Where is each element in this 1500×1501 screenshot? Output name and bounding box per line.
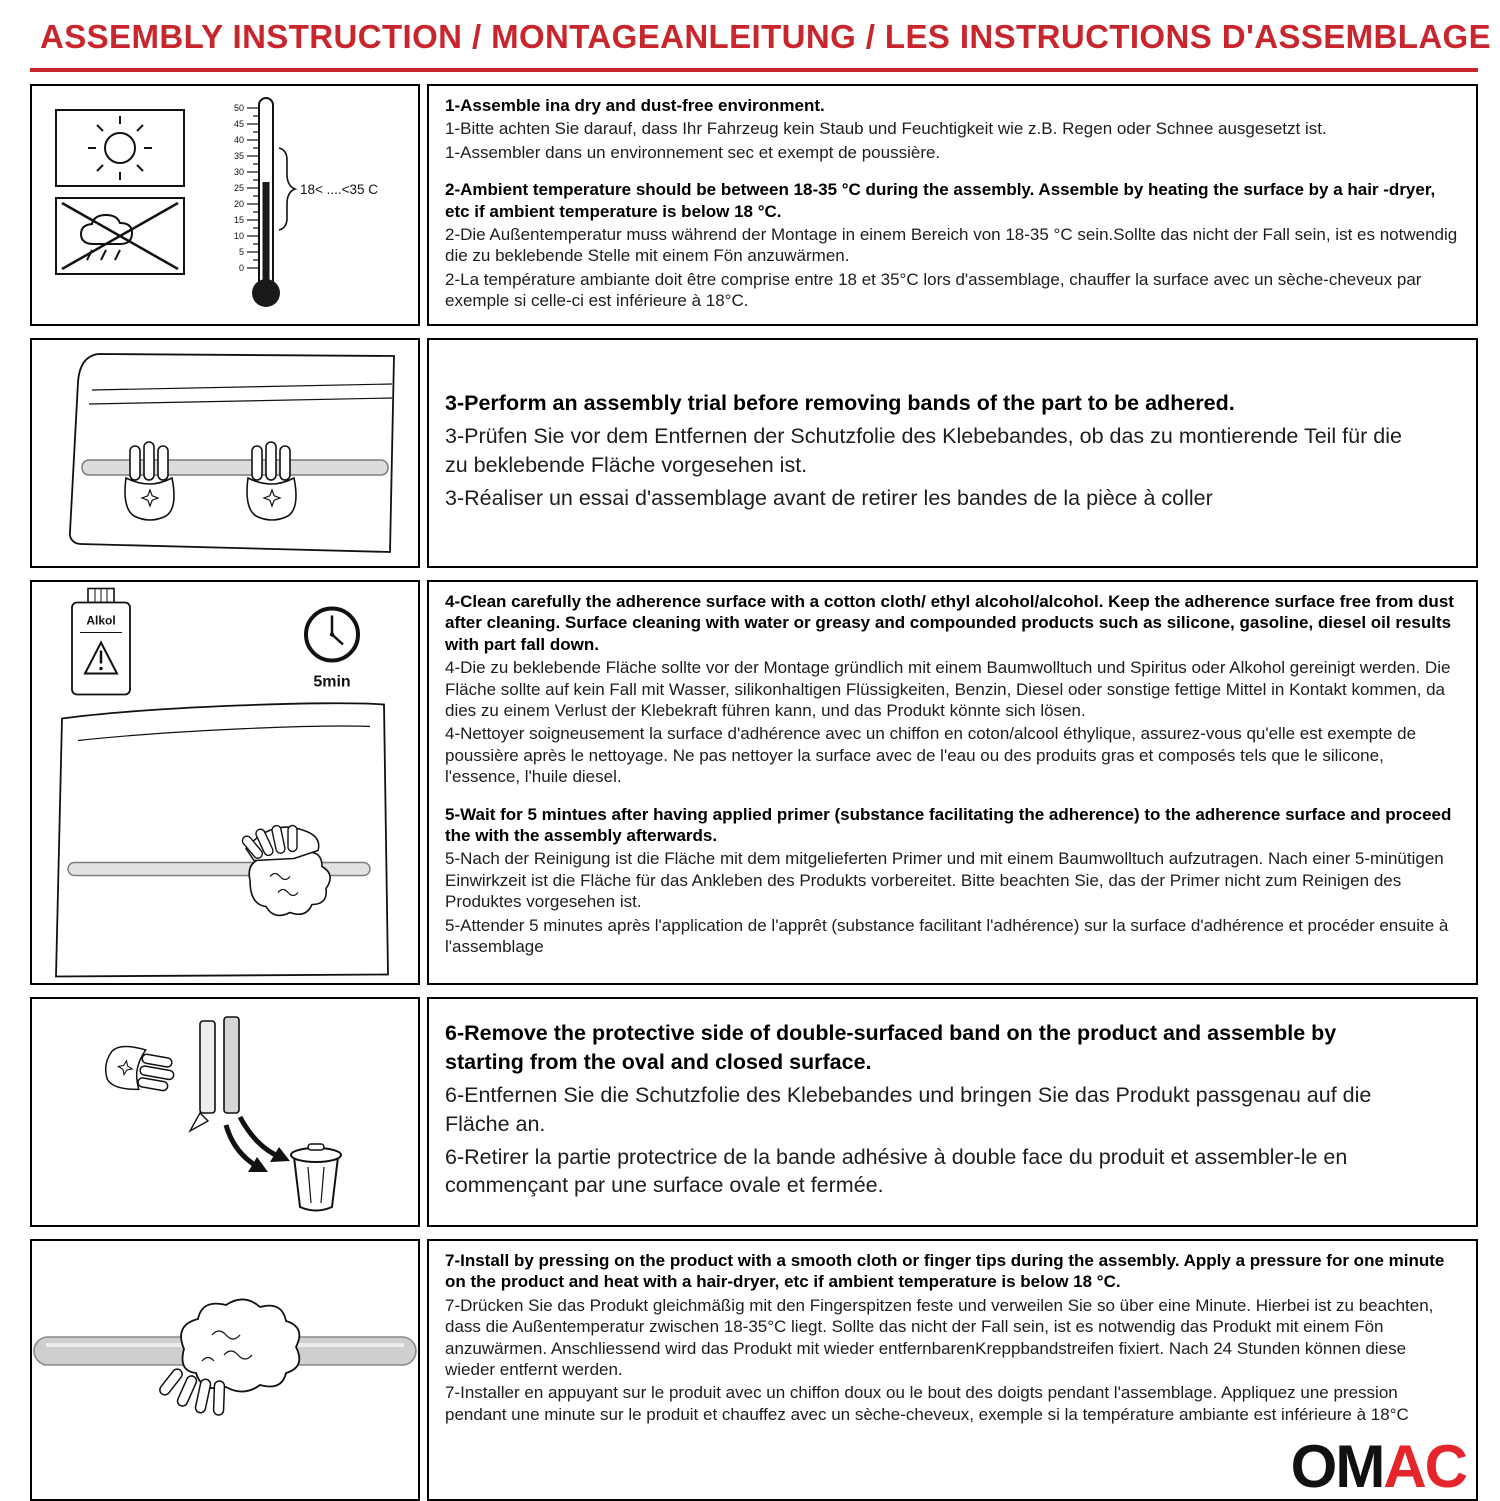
instruction-en: 2-Ambient temperature should be between 18-35 °C during the assembly. Assemble by heating the surface by a hair -dryer, etc if ambient temperature is below 18 °C.: [445, 180, 1436, 221]
instruction-fr: 1-Assembler dans un environnement sec et exempt de poussière.: [445, 142, 941, 162]
step-row-1-2: [30, 84, 1478, 326]
instruction-en: 7-Install by pressing on the product with a smooth cloth or finger tips during the assembly. Apply a pressure for one minute on the product and heat with a hair-dryer, etc if ambient temperature is below 18 °C.: [445, 1251, 1445, 1292]
svg-text:45: 45: [233, 119, 244, 129]
svg-text:25: 25: [233, 183, 244, 193]
adhesive-strips: [190, 1017, 239, 1131]
instruction-de: 3-Prüfen Sie vor dem Entfernen der Schutzfolie des Klebebandes, ob das zu montierende Teil für die zu beklebende Fläche vorgesehen ist.: [445, 424, 1402, 477]
instruction-fr: 7-Installer en appuyant sur le produit avec un chiffon doux ou le bout des doigts pendant l'assemblage. Appliquez une pression pendant une minute sur le produit et chauffez avec un sèche-cheveux, exemple si la température ambiante est inférieure à 18°C: [445, 1383, 1409, 1424]
step-row-7: [30, 1239, 1478, 1501]
clock-icon: [306, 609, 358, 691]
peel-hand-icon: [102, 1043, 177, 1097]
sun-icon: [56, 110, 184, 186]
instruction-en: 3-Perform an assembly trial before removing bands of the part to be adhered.: [445, 390, 1235, 415]
wait-time-label: 5min: [313, 673, 351, 691]
range-brace: [279, 148, 295, 230]
trial-fit-illustration: [30, 338, 420, 568]
press-install-illustration: [30, 1239, 420, 1501]
omac-logo: [1290, 1433, 1466, 1500]
svg-text:5: 5: [238, 247, 244, 257]
trash-can-icon: [291, 1144, 341, 1211]
step-6-text: [427, 997, 1478, 1227]
svg-text:15: 15: [233, 215, 244, 225]
svg-text:20: 20: [233, 199, 244, 209]
instruction-fr: 3-Réaliser un essai d'assemblage avant de retirer les bandes de la pièce à coller: [445, 485, 1213, 510]
svg-text:30: 30: [233, 167, 244, 177]
svg-text:40: 40: [233, 135, 244, 145]
instruction-de: 1-Bitte achten Sie darauf, dass Ihr Fahrzeug kein Staub und Feuchtigkeit wie z.B. Regen oder Schnee ausgesetzt ist.: [445, 119, 1327, 139]
no-rain-icon: [56, 198, 184, 274]
step-1-2-text: [427, 84, 1478, 326]
svg-text:10: 10: [233, 231, 244, 241]
step-row-4-5: [30, 580, 1478, 985]
instruction-de: 7-Drücken Sie das Produkt gleichmäßig mit den Fingerspitzen feste und verweilen Sie so über eine Minute. Hierbei ist zu beachten, dass die Außentemperatur zwischen 18-35°C liegt. Sollte das nicht der Fall sein, ist es notwendig das Produkt mit einem Fön anzuwärmen. Anschliessend wird das Produkt mit wieder entfernbarenKreppbandstreifen fixiert. Nach 24 Stunden können diese wieder entfernt werden.: [445, 1295, 1434, 1380]
instruction-de: 6-Entfernen Sie die Schutzfolie des Klebebandes und bringen Sie das Produkt passgenau auf die Fläche an.: [445, 1083, 1372, 1136]
car-door-sketch: [70, 354, 394, 552]
environment-illustration: [30, 84, 420, 326]
arrow-icon: [226, 1117, 290, 1172]
step-3-text: [427, 338, 1478, 568]
omac-logo-black-letters: OM: [1290, 1433, 1384, 1500]
instruction-en: 5-Wait for 5 mintues after having applied primer (substance facilitating the adherence) to the adherence surface and proceed the with the assembly afterwards.: [445, 804, 1452, 846]
instruction-en: 1-Assemble ina dry and dust-free environment.: [445, 96, 825, 115]
step-row-3: [30, 338, 1478, 568]
thermometer-icon: [234, 98, 378, 307]
instruction-fr: 6-Retirer la partie protectrice de la bande adhésive à double face du produit et assembler-le en commençant par une surface ovale et fermée.: [445, 1144, 1348, 1198]
instruction-de: 5-Nach der Reinigung ist die Fläche mit dem mitgelieferten Primer und mit einem Baumwolltuch aufzutragen. Nach einer 5-minütigen Einwirkzeit ist die Fläche für das Ankleben des Produkts vorbereitet. Bitte beachten Sie, das der Primer nicht zum Reinigen des Produktes vorgesehen ist.: [445, 849, 1444, 912]
svg-text:50: 50: [233, 103, 244, 113]
instruction-fr: 2-La température ambiante doit être comprise entre 18 et 35°C lors d'assemblage, chauffer la surface avec un sèche-cheveux par exemple si celle-ci est inférieure à 18°C.: [445, 269, 1422, 311]
instruction-fr: 4-Nettoyer soigneusement la surface d'adhérence avec un chiffon en coton/alcool éthylique, assurez-vous qu'elle est exempte de poussière après le nettoyage. Ne pas nettoyer la surface avec de l'eau ou des produits gras et composés tels que le silicone, l'essence, l'huile diesel.: [445, 724, 1417, 787]
peel-band-illustration: [30, 997, 420, 1227]
page-title: ASSEMBLY INSTRUCTION / MONTAGEANLEITUNG / LES INSTRUCTIONS D'ASSEMBLAGE: [30, 12, 1478, 72]
step-7-text: [427, 1239, 1478, 1501]
svg-text:0: 0: [238, 263, 244, 273]
omac-logo-red-letters: AC: [1383, 1433, 1466, 1500]
cloth-icon: [181, 1299, 299, 1391]
surface-sketch: [56, 703, 388, 976]
trim-strip: [82, 460, 388, 475]
svg-text:35: 35: [233, 151, 244, 161]
instruction-de: 2-Die Außentemperatur muss während der Montage in einem Bereich von 18-35 °C sein.Sollte das nicht der Fall sein, ist es notwendig die zu beklebende Stelle mit einem Fön anzuwärmen.: [445, 225, 1458, 266]
instruction-fr: 5-Attender 5 minutes après l'application de l'apprêt (substance facilitant l'adhérence) sur la surface d'adhérence et procéder ensuite à l'assemblage: [445, 915, 1449, 957]
instruction-en: 4-Clean carefully the adherence surface with a cotton cloth/ ethyl alcohol/alcohol. Keep the adherence surface free from dust after cleaning. Surface cleaning with water or greasy and compounded products such as silicone, gasoline, diesel oil results with part fall down.: [445, 592, 1454, 654]
instruction-de: 4-Die zu beklebende Fläche sollte vor der Montage gründlich mit einem Baumwolltuch und Spiritus oder Alkohol gereinigt werden. Die Fläche sollte auf kein Fall mit Wasser, silikonhaltigen Flüssigkeiten, Benzin, Diesel oder sonstige fettige Mittel in Kontakt kommen, da dies zu einem Verlust der Klebekraft führen kann, und das Produkt könnte sich lösen.: [445, 658, 1451, 721]
cleaning-illustration: [30, 580, 420, 985]
step-row-6: [30, 997, 1478, 1227]
temperature-range-label: 18< ....<35 C: [300, 182, 379, 197]
alcohol-bottle-icon: [72, 589, 130, 695]
step-4-5-text: [427, 580, 1478, 985]
bottle-label: Alkol: [86, 613, 116, 628]
instruction-en: 6-Remove the protective side of double-surfaced band on the product and assemble by starting from the oval and closed surface.: [445, 1021, 1337, 1074]
